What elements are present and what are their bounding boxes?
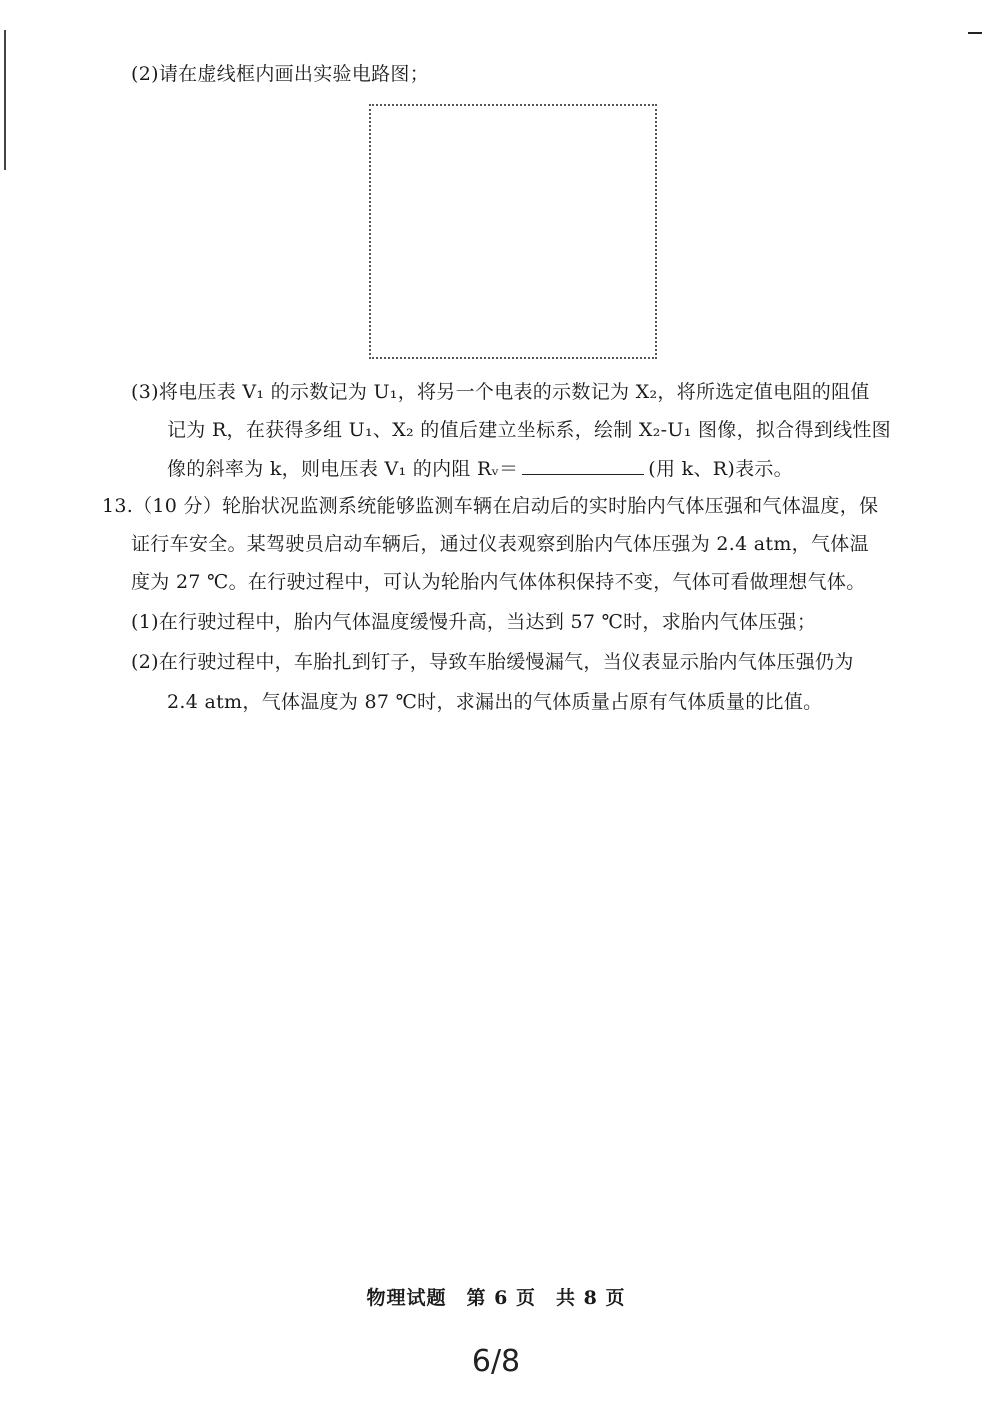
q13-intro-line3: 度为 27 ℃。在行驶过程中，可认为轮胎内气体体积保持不变，气体可看做理想气体。 [131,571,866,593]
q12-part3-line3-text: 像的斜率为 k，则电压表 V₁ 的内阻 Rᵥ＝ [167,458,519,480]
page-footer: 物理试题 第 6 页 共 8 页 [366,1287,626,1309]
page-indicator: 6/8 [471,1344,521,1379]
q13-intro-line2: 证行车安全。某驾驶员启动车辆后，通过仪表观察到胎内气体压强为 2.4 atm，气体温 [131,533,869,555]
q12-part2: (2)请在虚线框内画出实验电路图； [131,63,430,85]
q12-part3-line1: (3)将电压表 V₁ 的示数记为 U₁，将另一个电表的示数记为 X₂，将所选定值电阻的阻值 [131,381,870,403]
scan-edge-mark-left [4,30,6,170]
q13-part1: (1)在行驶过程中，胎内气体温度缓慢升高，当达到 57 ℃时，求胎内气体压强； [131,611,817,633]
answer-blank[interactable] [522,456,644,475]
q13-part2-line1: (2)在行驶过程中，车胎扎到钉子，导致车胎缓慢漏气，当仪表显示胎内气体压强仍为 [131,651,854,673]
q13-intro-line1: 13.（10 分）轮胎状况监测系统能够监测车辆在启动后的实时胎内气体压强和气体温度，保 [102,495,879,517]
q12-part3-line3-suffix: (用 k、R)表示。 [648,458,793,480]
q12-part3-line2: 记为 R，在获得多组 U₁、X₂ 的值后建立坐标系，绘制 X₂-U₁ 图像，拟合得到线性图 [167,419,891,441]
q12-part3-line3 [167,456,793,481]
scan-edge-mark-right [968,32,982,34]
q13-part2-line2: 2.4 atm，气体温度为 87 ℃时，求漏出的气体质量占原有气体质量的比值。 [167,691,823,713]
circuit-diagram-box [369,104,657,359]
